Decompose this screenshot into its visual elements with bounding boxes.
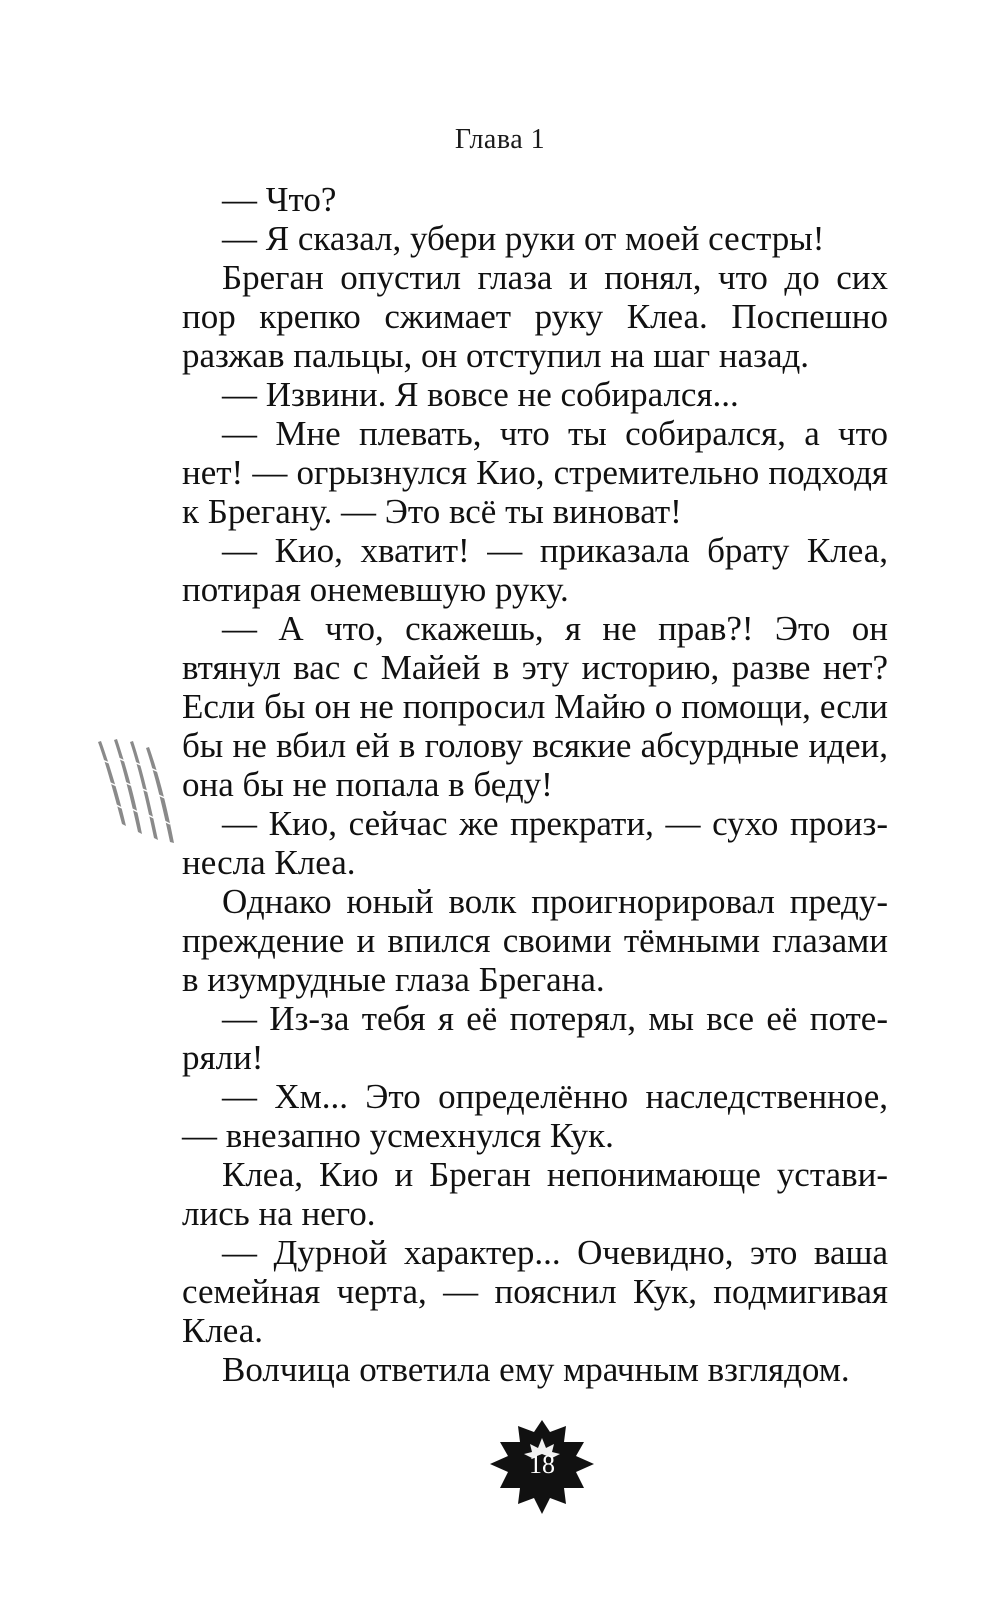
paragraph: Волчица ответила ему мрачным взглядом. (222, 1350, 850, 1389)
paragraph: — Кио, сейчас же прекрати, — сухо произнесла Клеа. (182, 804, 888, 882)
paragraph: — Дурной характер... Очевидно, это ваша семейная черта, — пояснил Кук, подмигивая Клеа. (182, 1233, 888, 1350)
paragraph: Клеа, Кио и Бреган непонимающе уставились на него. (182, 1155, 888, 1233)
paragraph: — А что, скажешь, я не прав?! Это он втянул вас с Майей в эту историю, разве нет? Если бы он не попросил Майю о помощи, если бы не вбил ей в голову всякие абсурдные идеи, она бы не попала в беду! (182, 609, 888, 804)
paragraph: — Кио, хватит! — приказала брату Клеа, потирая онемевшую руку. (182, 531, 888, 609)
paragraph: — Хм... Это определённо наследственное, — внезапно усмехнулся Кук. (182, 1077, 888, 1155)
running-head: Глава 1 (454, 124, 546, 155)
paragraph: — Я сказал, убери руки от моей сестры! (222, 219, 825, 258)
page-number-badge (490, 1418, 594, 1514)
paragraph: — Что? (222, 180, 337, 219)
paragraph: — Мне плевать, что ты собирался, а что нет! — огрызнулся Кио, стремительно подходя к Брегану. — Это всё ты виноват! (182, 414, 888, 531)
paragraph: — Извини. Я вовсе не собирался... (222, 375, 739, 414)
body-text (182, 180, 888, 1389)
paragraph: Бреган опустил глаза и понял, что до сих пор крепко сжимает руку Клеа. Поспешно разжав пальцы, он отступил на шаг назад. (182, 258, 888, 375)
paragraph: Однако юный волк проигнорировал предупреждение и впился своими тёмными глазами в изумрудные глаза Брегана. (182, 882, 888, 999)
paragraph: — Из-за тебя я её потерял, мы все её потеряли! (182, 999, 888, 1077)
page-number: 18 (529, 1450, 555, 1479)
claw-scratch-icon (92, 738, 176, 848)
